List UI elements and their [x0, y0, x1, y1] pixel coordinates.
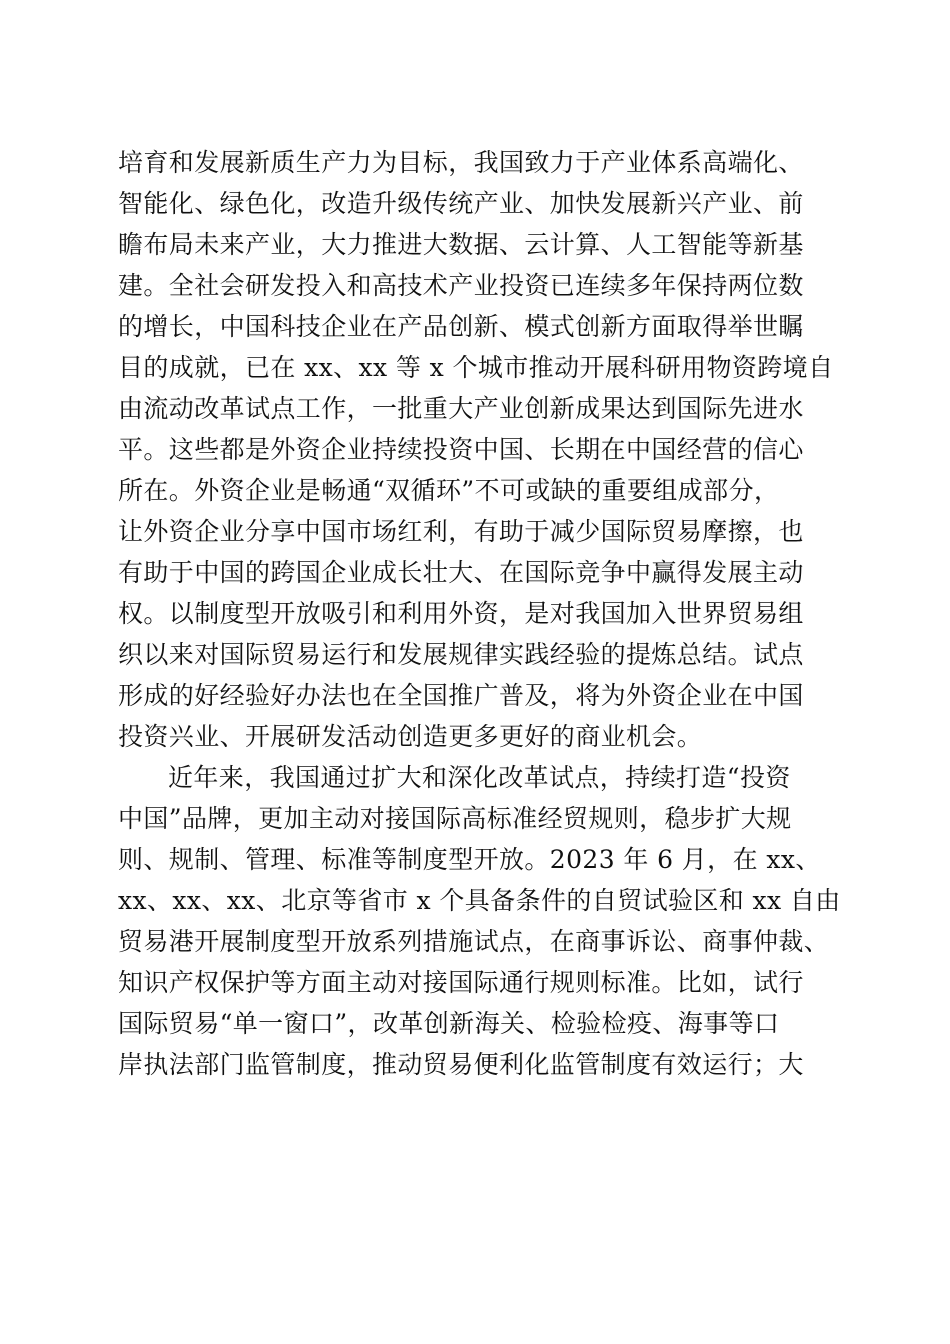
text-line: 目的成就，已在 xx、xx 等 x 个城市推动开展科研用物资跨境自 [118, 353, 834, 382]
text-line: 由流动改革试点工作，一批重大产业创新成果达到国际先进水 [118, 394, 804, 423]
text-line: 建。全社会研发投入和高技术产业投资已连续多年保持两位数 [118, 271, 804, 300]
paragraph-1 [118, 142, 858, 757]
paragraph-2 [118, 757, 858, 1085]
text-line: 国际贸易“单一窗口”，改革创新海关、检验检疫、海事等口 [118, 1009, 780, 1038]
text-line: xx、xx、xx、北京等省市 x 个具备条件的自贸试验区和 xx 自由 [118, 886, 841, 915]
text-line: 智能化、绿色化，改造升级传统产业、加快发展新兴产业、前 [118, 189, 804, 218]
text-line: 的增长，中国科技企业在产品创新、模式创新方面取得举世瞩 [118, 312, 804, 341]
text-line: 所在。外资企业是畅通“双循环”不可或缺的重要组成部分， [118, 476, 780, 505]
text-line: 权。以制度型开放吸引和利用外资，是对我国加入世界贸易组 [118, 599, 804, 628]
text-line: 培育和发展新质生产力为目标，我国致力于产业体系高端化、 [118, 148, 804, 177]
text-line: 中国”品牌，更加主动对接国际高标准经贸规则，稳步扩大规 [118, 804, 792, 833]
text-line: 瞻布局未来产业，大力推进大数据、云计算、人工智能等新基 [118, 230, 804, 259]
text-line: 投资兴业、开展研发活动创造更多更好的商业机会。 [118, 722, 703, 751]
text-line: 平。这些都是外资企业持续投资中国、长期在中国经营的信心 [118, 435, 804, 464]
text-line: 知识产权保护等方面主动对接国际通行规则标准。比如，试行 [118, 968, 804, 997]
text-line: 让外资企业分享中国市场红利，有助于减少国际贸易摩擦，也 [118, 517, 804, 546]
text-line: 有助于中国的跨国企业成长壮大、在国际竞争中赢得发展主动 [118, 558, 804, 587]
text-line: 贸易港开展制度型开放系列措施试点，在商事诉讼、商事仲裁、 [118, 927, 830, 956]
text-line: 近年来，我国通过扩大和深化改革试点，持续打造“投资 [168, 763, 791, 792]
text-line: 织以来对国际贸易运行和发展规律实践经验的提炼总结。试点 [118, 640, 804, 669]
text-line: 岸执法部门监管制度，推动贸易便利化监管制度有效运行；大 [118, 1050, 804, 1079]
document-body [118, 142, 858, 1085]
text-line: 形成的好经验好办法也在全国推广普及，将为外资企业在中国 [118, 681, 804, 710]
text-line: 则、规制、管理、标准等制度型开放。2023 年 6 月，在 xx、 [118, 845, 821, 874]
